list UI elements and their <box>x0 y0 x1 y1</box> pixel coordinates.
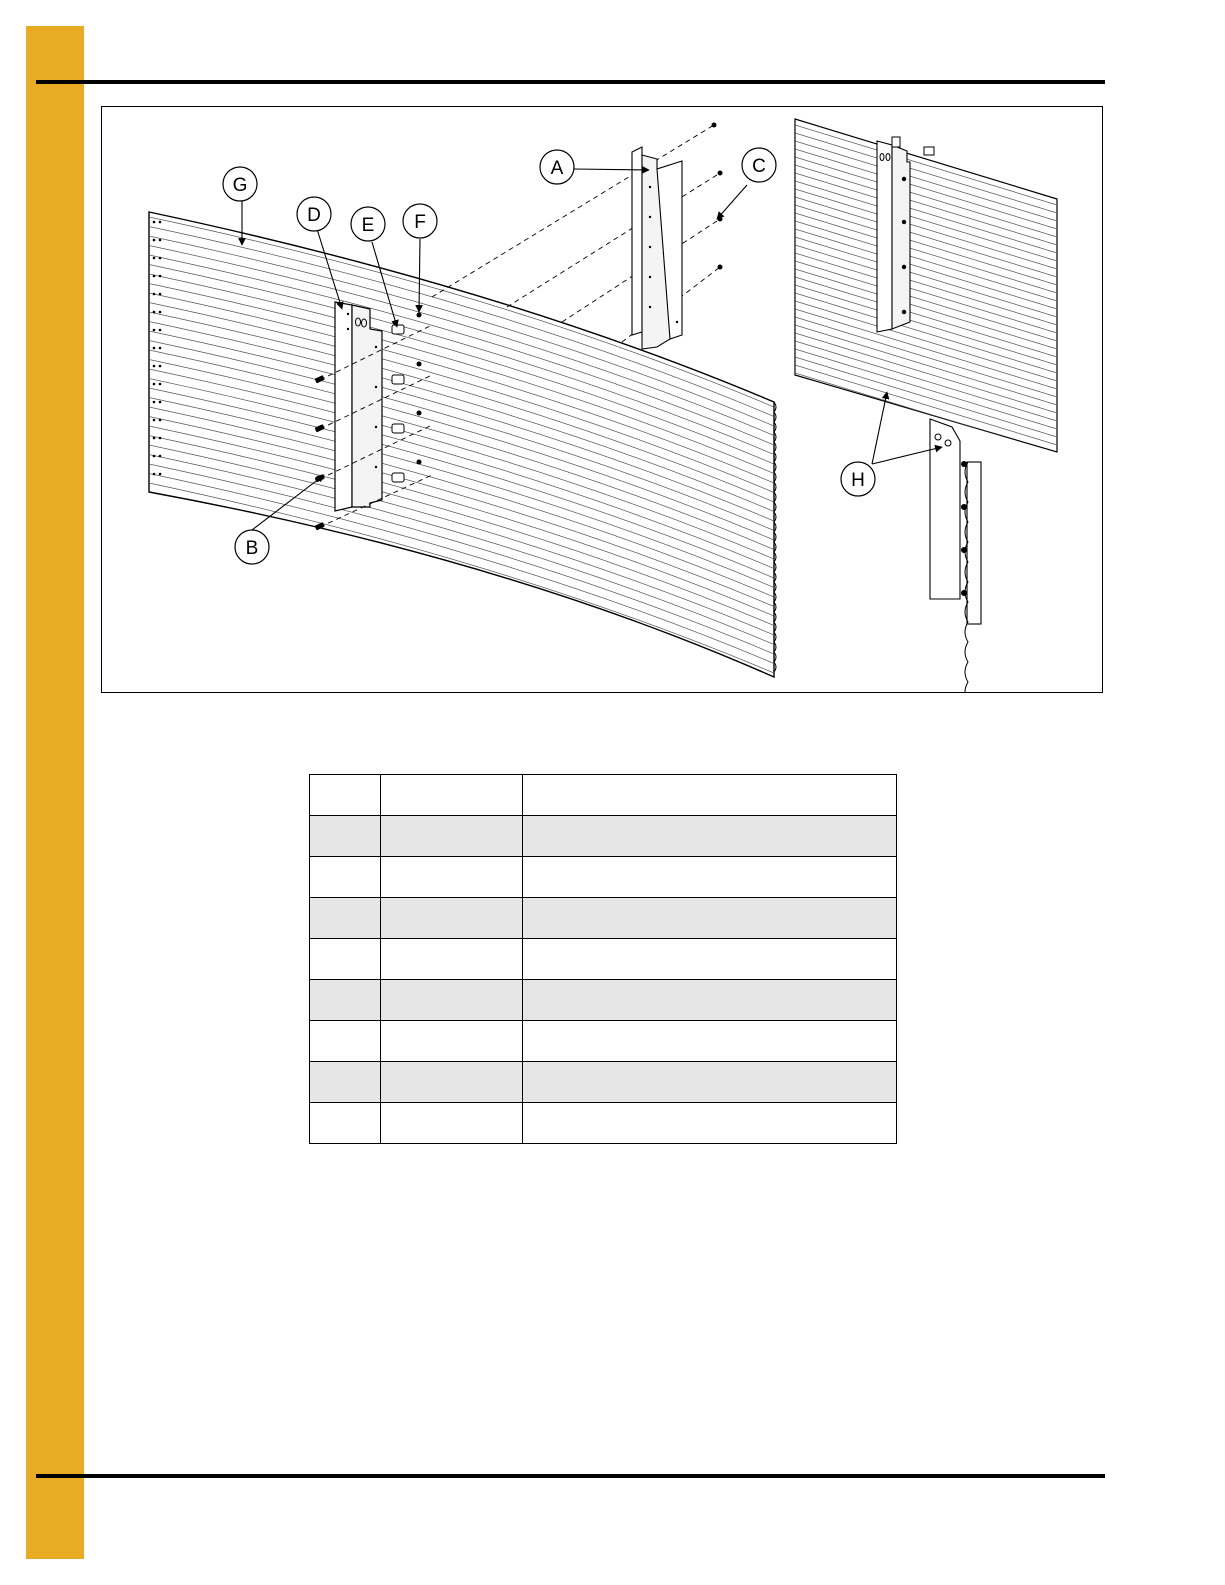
callout-letter: D <box>307 205 321 226</box>
assembly-figure <box>101 106 1103 693</box>
callout-letter: G <box>232 175 248 196</box>
table-row <box>310 1103 897 1144</box>
header-rule <box>36 80 1105 84</box>
callout-letter: F <box>414 212 426 233</box>
cell <box>381 939 523 980</box>
header-description <box>523 775 897 816</box>
side-color-band <box>26 26 84 1559</box>
cell <box>381 857 523 898</box>
cell <box>381 1021 523 1062</box>
cell <box>381 1103 523 1144</box>
cell <box>523 898 897 939</box>
cell <box>381 816 523 857</box>
callout-letter: H <box>851 470 865 491</box>
callout-letter: B <box>245 538 259 559</box>
table-row <box>310 939 897 980</box>
table-row <box>310 857 897 898</box>
table-header-row <box>310 775 897 816</box>
cell <box>310 1103 381 1144</box>
cell <box>381 898 523 939</box>
cell <box>523 980 897 1021</box>
cell <box>523 939 897 980</box>
cell <box>310 1021 381 1062</box>
cell <box>310 939 381 980</box>
callout-c <box>742 148 776 182</box>
callout-f <box>403 204 437 238</box>
stiffener-front <box>335 302 382 511</box>
cell <box>310 857 381 898</box>
cell <box>310 980 381 1021</box>
header-part-number <box>381 775 523 816</box>
table-row <box>310 1062 897 1103</box>
right-side-profile <box>930 419 981 692</box>
table-row <box>310 816 897 857</box>
cell <box>523 816 897 857</box>
callout-h <box>841 462 875 496</box>
cell <box>310 1062 381 1103</box>
callout-letter: E <box>361 215 375 236</box>
callout-a <box>540 150 574 184</box>
parts-legend-table <box>309 774 897 1144</box>
cell <box>523 1062 897 1103</box>
cell <box>310 816 381 857</box>
callout-d <box>297 197 331 231</box>
callout-b <box>235 530 269 564</box>
table-row <box>310 980 897 1021</box>
table-row <box>310 1021 897 1062</box>
cell <box>523 1021 897 1062</box>
callout-letter: A <box>550 158 564 179</box>
callout-letter: C <box>752 156 766 177</box>
cell <box>523 857 897 898</box>
right-assembled-view <box>795 119 1057 453</box>
callout-g <box>223 167 257 201</box>
header-ref <box>310 775 381 816</box>
cell <box>310 898 381 939</box>
cell <box>523 1103 897 1144</box>
cell <box>381 980 523 1021</box>
footer-rule <box>36 1474 1105 1478</box>
cell <box>381 1062 523 1103</box>
table-row <box>310 898 897 939</box>
callout-e <box>351 207 385 241</box>
